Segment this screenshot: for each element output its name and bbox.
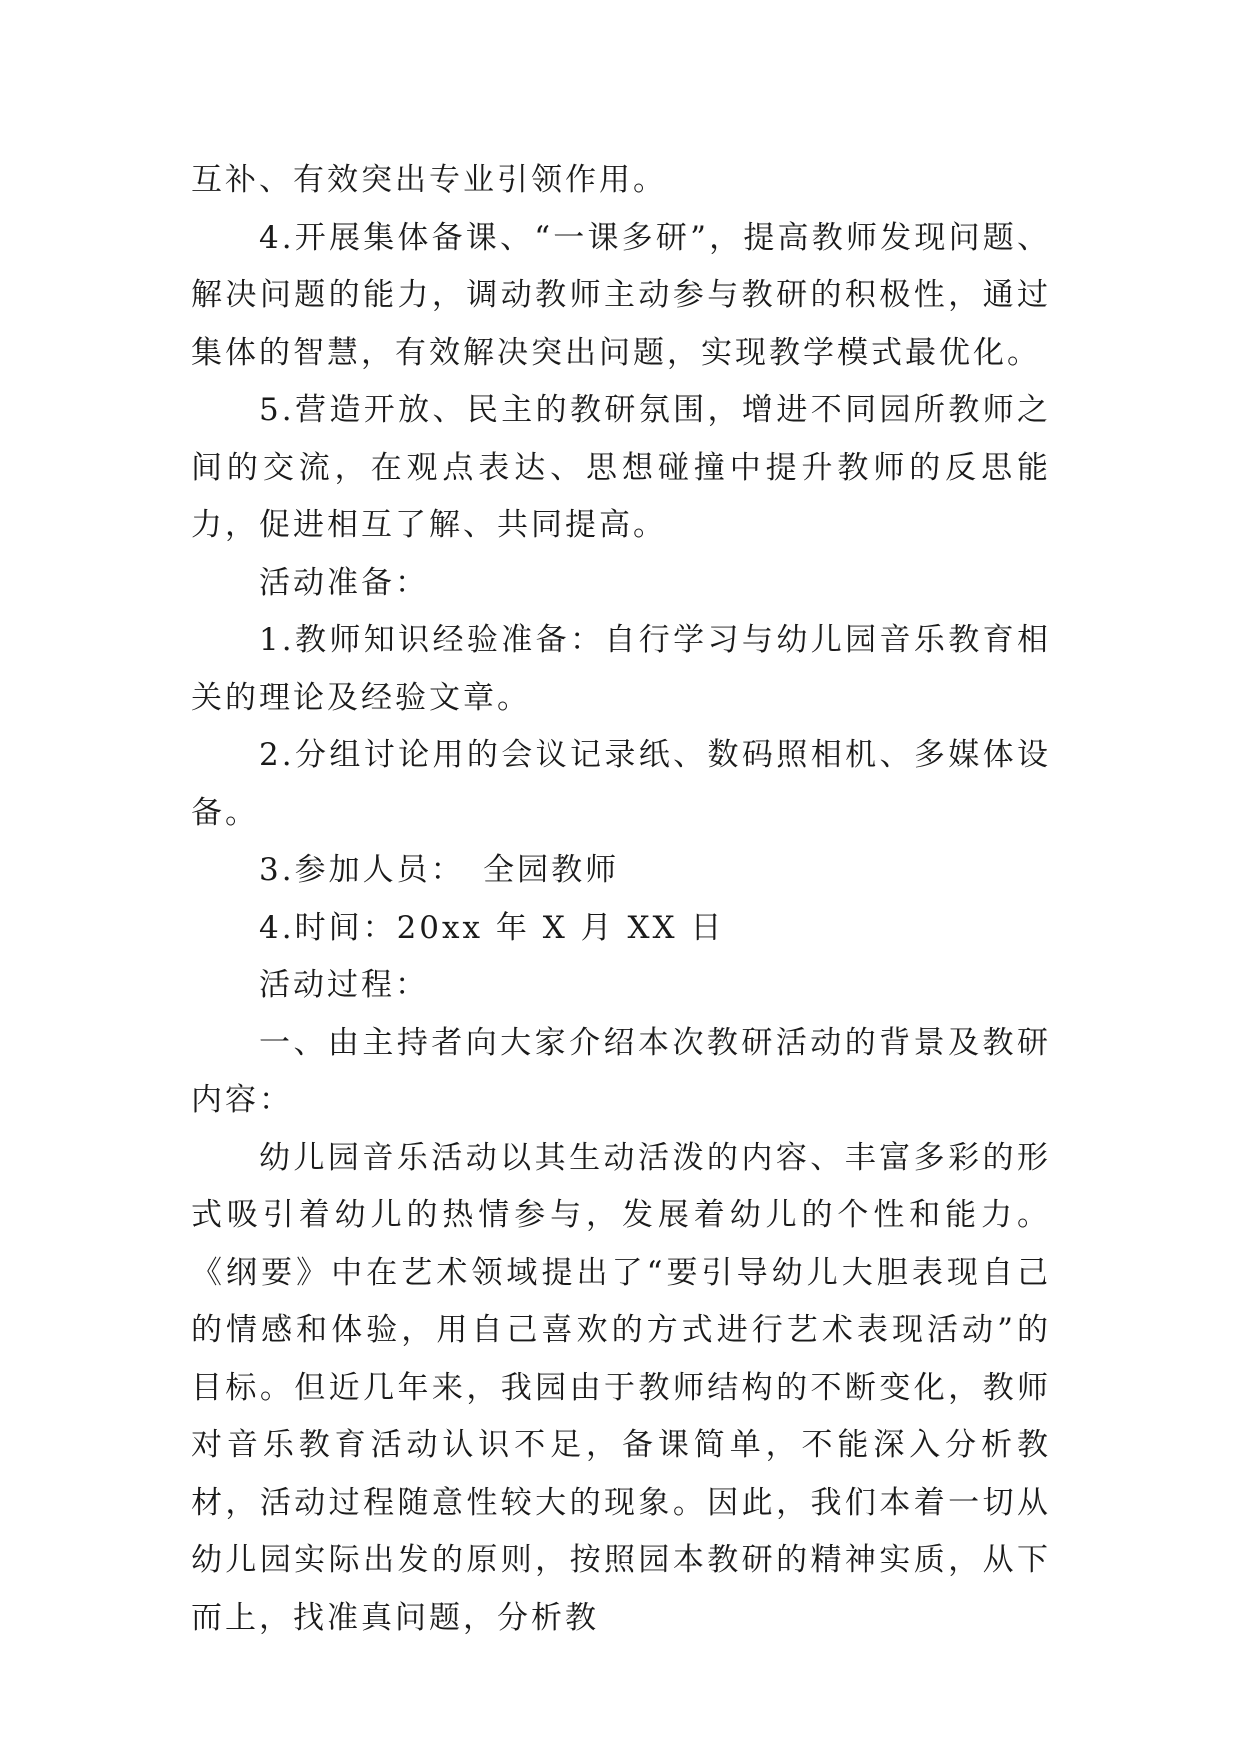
paragraph-prep-item-3-participants: 3.参加人员： 全园教师	[259, 852, 620, 888]
heading-activity-preparation: 活动准备：	[259, 564, 429, 601]
document-body	[191, 152, 1051, 1647]
paragraph-prep-item-4-time: 4.时间：20xx 年 X 月 XX 日	[259, 909, 725, 946]
paragraph-prep-item-1: 1.教师知识经验准备：自行学习与幼儿园音乐教育相关的理论及经验文章。	[191, 622, 1051, 716]
paragraph-background: 幼儿园音乐活动以其生动活泼的内容、丰富多彩的形式吸引着幼儿的热情参与，发展着幼儿的个性和能力。《纲要》中在艺术领域提出了“要引导幼儿大胆表现自己的情感和体验，用自己喜欢的方式进行艺术表现活动”的目标。但近几年来，我园由于教师结构的不断变化，教师对音乐教育活动认识不足，备课简单，不能深入分析教材，活动过程随意性较大的现象。因此，我们本着一切从幼儿园实际出发的原则，按照园本教研的精神实质，从下而上，找准真问题，分析教	[191, 1139, 1051, 1636]
paragraph-item-5-research-atmosphere: 5.营造开放、民主的教研氛围，增进不同园所教师之间的交流，在观点表达、思想碰撞中提升教师的反思能力，促进相互了解、共同提高。	[191, 392, 1051, 543]
heading-activity-process: 活动过程：	[259, 967, 429, 1003]
paragraph-prep-item-2: 2.分组讨论用的会议记录纸、数码照相机、多媒体设备。	[191, 737, 1051, 831]
paragraph-item-4-collective-lesson-prep: 4.开展集体备课、“一课多研”，提高教师发现问题、解决问题的能力，调动教师主动参与教研的积极性，通过集体的智慧，有效解决突出问题，实现教学模式最优化。	[191, 219, 1051, 371]
paragraph-continuation: 互补、有效突出专业引领作用。	[191, 162, 667, 198]
paragraph-process-step-1: 一、由主持者向大家介绍本次教研活动的背景及教研内容：	[191, 1024, 1051, 1118]
